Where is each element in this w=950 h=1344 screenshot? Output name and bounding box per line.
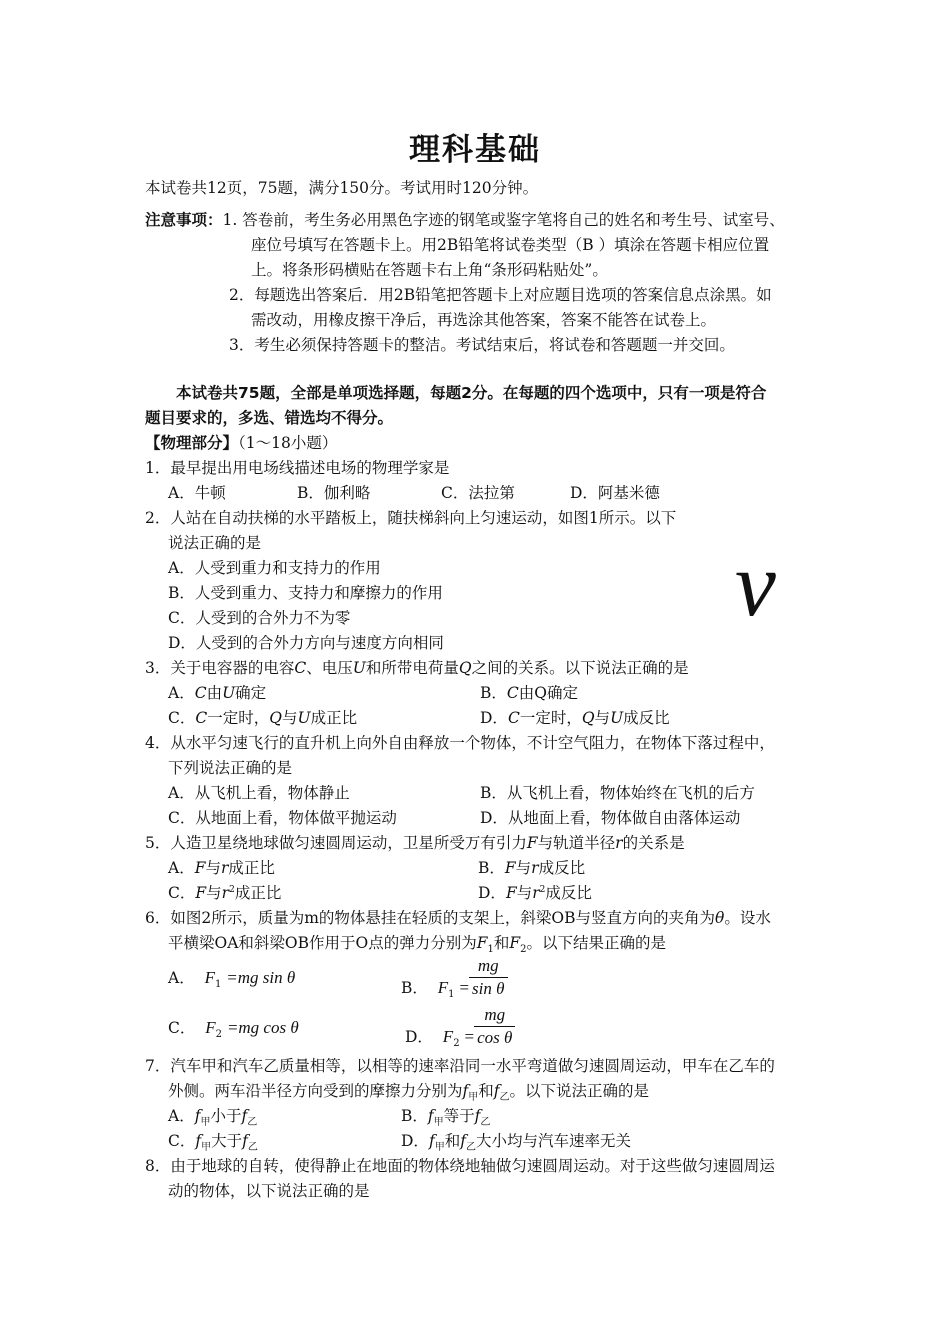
question-4-line-1: 4．从水平匀速飞行的直升机上向外自由释放一个物体，不计空气阻力，在物体下落过程中， xyxy=(145,734,775,752)
question-2-line-1: 2．人站在自动扶梯的水平踏板上，随扶梯斜向上匀速运动，如图1所示。以下 xyxy=(145,509,677,527)
q7-option-d: D．$f_甲$和$f_乙$大小均与汽车速率无关 xyxy=(401,1132,631,1153)
q3-option-c: C．C一定时，Q与U成正比 xyxy=(168,709,358,727)
q6-b-fraction: $\frac{mg}{\text{sin θ}}$ xyxy=(469,955,507,1000)
q6-option-c: C． $F_2 =mg$ cos θ xyxy=(168,1018,299,1040)
question-1: 1．最早提出用电场线描述电场的物理学家是 xyxy=(145,459,450,477)
question-7-line-2: 外侧。两车沿半径方向受到的摩擦力分别为$f_甲$和$f_乙$。以下说法正确的是 xyxy=(168,1082,650,1103)
q4-option-b: B．从飞机上看，物体始终在飞机的后方 xyxy=(480,784,755,802)
q4-option-c: C．从地面上看，物体做平抛运动 xyxy=(168,809,397,827)
q7-option-b: B．$f_甲$等于$f_乙$ xyxy=(401,1107,491,1128)
notice-item-1-line-3: 上。将条形码横贴在答题卡右上角“条形码粘贴处”。 xyxy=(251,261,608,279)
section-heading: 【物理部分】（1～18小题） xyxy=(145,434,338,452)
q4-option-d: D．从地面上看，物体做自由落体运动 xyxy=(480,809,741,827)
q1-option-d: D．阿基米德 xyxy=(570,484,660,502)
question-2-line-2: 说法正确的是 xyxy=(168,534,262,552)
instructions-line-1: 本试卷共75题，全部是单项选择题，每题2分。在每题的四个选项中，只有一项是符合 xyxy=(176,384,767,402)
q2-option-d: D．人受到的合外力方向与速度方向相同 xyxy=(168,634,444,652)
q6-option-d: D． $F_2$ = $\frac{mg}{\text{cos θ}}$ xyxy=(405,1006,515,1051)
q4-option-a: A．从飞机上看，物体静止 xyxy=(168,784,350,802)
q1-option-b: B．伽利略 xyxy=(297,484,371,502)
question-5: 5．人造卫星绕地球做匀速圆周运动，卫星所受万有引力F与轨道半径r的关系是 xyxy=(145,834,685,852)
question-6-line-1: 6．如图2所示，质量为m的物体悬挂在轻质的支架上，斜梁OB与竖直方向的夹角为θ。设水 xyxy=(145,909,771,927)
page-title: 理科基础 xyxy=(409,132,541,168)
q3-option-b: B．C由Q确定 xyxy=(480,684,578,702)
notice-item-1-line-2: 座位号填写在答题卡上。用2B铅笔将试卷类型（B ）填涂在答题卡相应位置 xyxy=(251,236,770,254)
exam-intro: 本试卷共12页，75题，满分150分。考试用时120分钟。 xyxy=(145,179,539,197)
q2-option-b: B．人受到重力、支持力和摩擦力的作用 xyxy=(168,584,443,602)
q6-d-fraction: $\frac{mg}{\text{cos θ}}$ xyxy=(474,1004,515,1049)
q5-option-a: A．F与r成正比 xyxy=(168,859,275,877)
q2-option-a: A．人受到重力和支持力的作用 xyxy=(168,559,381,577)
q2-option-c: C．人受到的合外力不为零 xyxy=(168,609,351,627)
notice-label: 注意事项： xyxy=(145,211,223,229)
q6-option-a: A． $F_1 =mg$ sin θ xyxy=(168,968,296,990)
question-8-line-2: 动的物体，以下说法正确的是 xyxy=(168,1182,370,1200)
question-6-line-2: 平横梁OA和斜梁OB作用于O点的弹力分别为$F_1$和$F_2$。以下结果正确的是 xyxy=(168,934,667,955)
q6-option-b: B． $F_1$ = $\frac{mg}{\text{sin θ}}$ xyxy=(401,957,508,1002)
q3-option-a: A．C由U确定 xyxy=(168,684,267,702)
q7-option-c: C．$f_甲$大于$f_乙$ xyxy=(168,1132,258,1153)
question-7-line-1: 7．汽车甲和汽车乙质量相等，以相等的速率沿同一水平弯道做匀速圆周运动，甲车在乙车的 xyxy=(145,1057,775,1075)
question-4-line-2: 下列说法正确的是 xyxy=(168,759,293,777)
q5-option-c: C．F与$r^2$成正比 xyxy=(168,884,282,902)
question-3: 3．关于电容器的电容C、电压U和所带电荷量Q之间的关系。以下说法正确的是 xyxy=(145,659,689,677)
figure-velocity-symbol: v xyxy=(735,533,776,635)
notice-item-1-line-1: 注意事项：1. 答卷前，考生务必用黑色字迹的钢笔或鉴字笔将自己的姓名和考生号、试室号、 xyxy=(145,211,785,229)
question-8-line-1: 8．由于地球的自转，使得静止在地面的物体绕地轴做匀速圆周运动。对于这些做匀速圆周运 xyxy=(145,1157,775,1175)
instructions-line-2: 题目要求的，多选、错选均不得分。 xyxy=(145,409,394,427)
q1-option-c: C．法拉第 xyxy=(441,484,515,502)
q1-option-a: A．牛顿 xyxy=(168,484,226,502)
notice-item-2-line-2: 需改动，用橡皮擦干净后，再选涂其他答案，答案不能答在试卷上。 xyxy=(251,311,717,329)
q5-option-d: D．F与$r^2$成反比 xyxy=(478,884,592,902)
notice-item-3-line-1: 3．考生必须保持答题卡的整洁。考试结束后，将试卷和答题题一并交回。 xyxy=(229,336,735,354)
q3-option-d: D．C一定时，Q与U成反比 xyxy=(480,709,670,727)
q5-option-b: B．F与r成反比 xyxy=(478,859,586,877)
notice-item-2-line-1: 2．每题选出答案后．用2B铅笔把答题卡上对应题目选项的答案信息点涂黑。如 xyxy=(229,286,772,304)
q7-option-a: A．$f_甲$小于$f_乙$ xyxy=(168,1107,258,1128)
